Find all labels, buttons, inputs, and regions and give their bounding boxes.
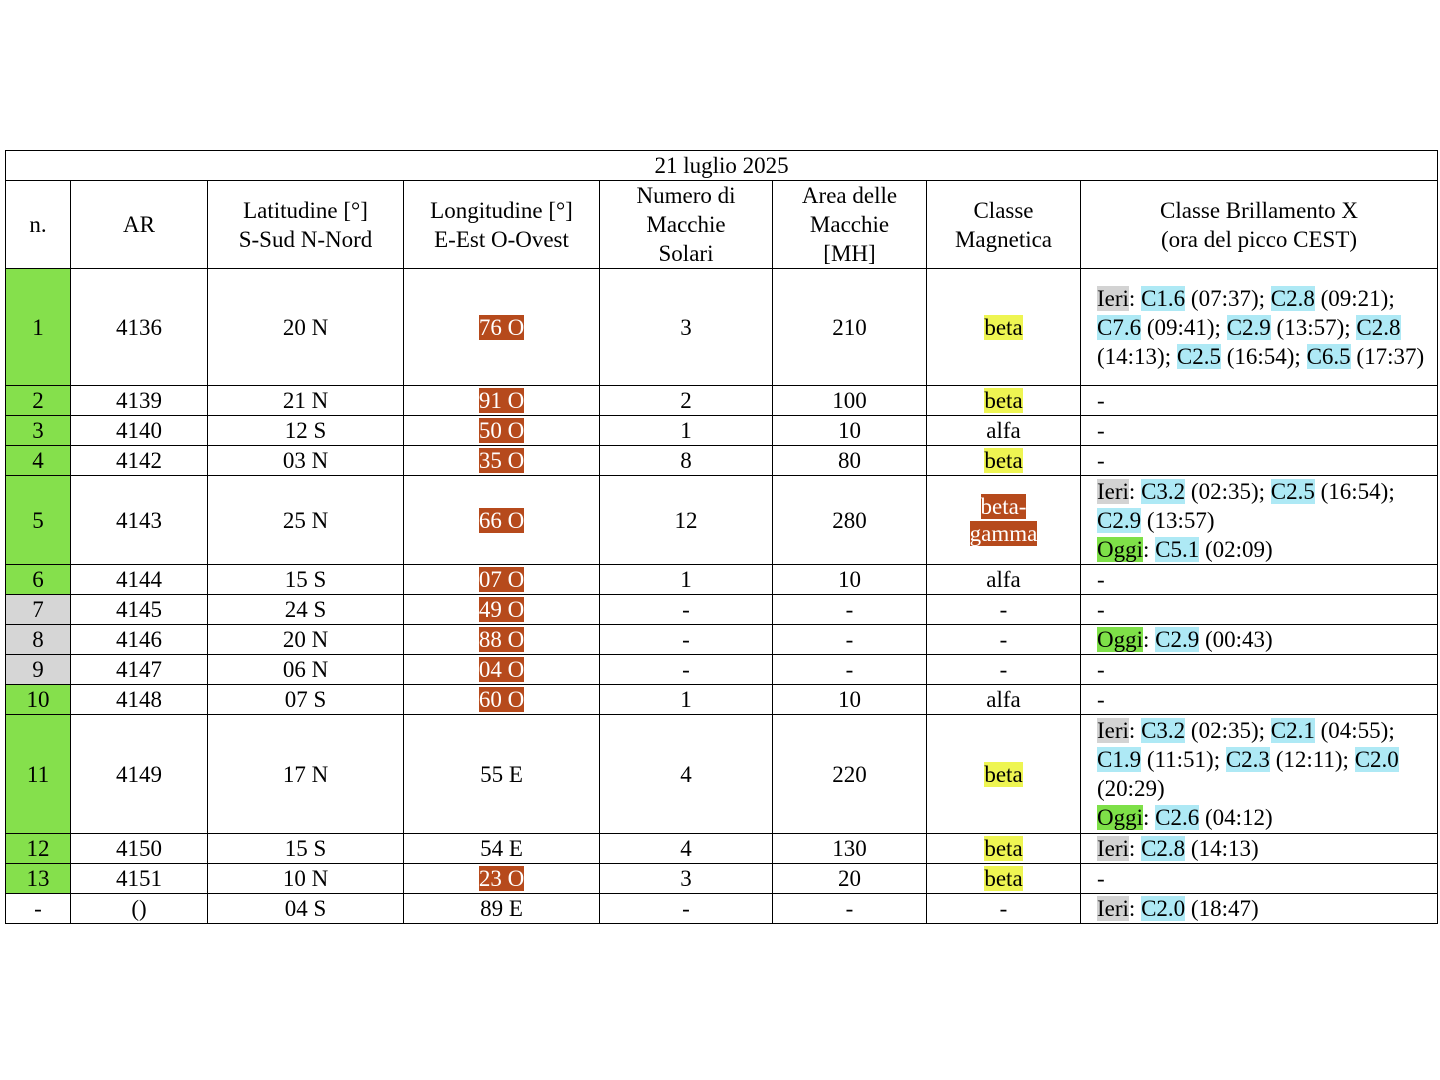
cell-ar: 4143 <box>71 476 208 565</box>
table-row <box>6 894 1438 924</box>
cell-ar: 4144 <box>71 565 208 595</box>
cell-spot-area: 20 <box>773 864 927 894</box>
cell-longitude: 55 E <box>404 715 600 834</box>
cell-spot-area: 10 <box>773 565 927 595</box>
flare-class: C2.1 <box>1270 718 1315 743</box>
flare-class: C2.9 <box>1226 314 1271 340</box>
cell-latitude: 20 N <box>208 269 404 386</box>
cell-flares: Ieri: C1.6 (07:37); C2.8 (09:21); C7.6 (09:41); C2.9 (13:57); C2.8 (14:13); C2.5 (16:54); C6.5 (17:37) <box>1081 269 1438 386</box>
cell-spot-count: 8 <box>600 446 773 476</box>
cell-ar: 4142 <box>71 446 208 476</box>
cell-latitude: 24 S <box>208 595 404 625</box>
cell-spot-area: 130 <box>773 834 927 864</box>
cell-flares: - <box>1081 416 1438 446</box>
table-row <box>6 715 1438 834</box>
cell-longitude <box>404 446 600 476</box>
flare-class: C2.5 <box>1270 478 1315 504</box>
cell-n: 8 <box>6 625 71 655</box>
header-line: [MH] <box>823 241 876 266</box>
cell-magnetic-class <box>927 386 1081 416</box>
header-n <box>6 181 71 269</box>
cell-n: 4 <box>6 446 71 476</box>
yesterday-tag: Ieri <box>1097 836 1129 861</box>
cell-magnetic-class <box>927 269 1081 386</box>
header-line: Longitudine [°] <box>430 197 573 223</box>
cell-ar: 4146 <box>71 625 208 655</box>
cell-spot-count: 3 <box>600 269 773 386</box>
flare-class: C6.5 <box>1306 343 1351 369</box>
cell-flares: Ieri: C2.0 (18:47) <box>1081 894 1438 924</box>
cell-ar: 4148 <box>71 685 208 715</box>
cell-spot-area: 100 <box>773 386 927 416</box>
cell-longitude <box>404 476 600 565</box>
cell-magnetic-class <box>927 446 1081 476</box>
cell-n: 2 <box>6 386 71 416</box>
cell-latitude: 03 N <box>208 446 404 476</box>
longitude-west-badge: 66 O <box>478 507 525 533</box>
cell-spot-area: - <box>773 655 927 685</box>
flare-class: C2.8 <box>1356 314 1401 340</box>
cell-n: 12 <box>6 834 71 864</box>
header-ar <box>71 181 208 269</box>
cell-n: 9 <box>6 655 71 685</box>
magnetic-class-badge: beta <box>984 448 1023 473</box>
longitude-west-badge: 91 O <box>478 388 525 413</box>
cell-ar: 4145 <box>71 595 208 625</box>
cell-spot-area: - <box>773 894 927 924</box>
magnetic-class-part: beta- <box>980 493 1027 519</box>
cell-flares: - <box>1081 386 1438 416</box>
cell-latitude: 07 S <box>208 685 404 715</box>
cell-longitude <box>404 416 600 446</box>
table-row <box>6 269 1438 386</box>
header-row <box>6 181 1438 269</box>
yesterday-tag: Ieri <box>1097 285 1129 311</box>
cell-spot-count: 1 <box>600 565 773 595</box>
header-line: Macchie <box>809 212 890 237</box>
cell-spot-count: 2 <box>600 386 773 416</box>
table-row <box>6 386 1438 416</box>
cell-ar: 4147 <box>71 655 208 685</box>
flare-class: C2.5 <box>1176 343 1221 369</box>
cell-magnetic-class: alfa <box>927 565 1081 595</box>
cell-magnetic-class: alfa <box>927 685 1081 715</box>
cell-longitude: 54 E <box>404 834 600 864</box>
cell-latitude: 15 S <box>208 565 404 595</box>
cell-longitude <box>404 386 600 416</box>
table-row <box>6 416 1438 446</box>
cell-flares: - <box>1081 864 1438 894</box>
header-spot-count <box>600 181 773 269</box>
cell-latitude: 06 N <box>208 655 404 685</box>
magnetic-class-badge <box>970 493 1038 547</box>
magnetic-class-badge: beta <box>984 388 1023 413</box>
flare-class: C2.6 <box>1155 805 1200 830</box>
magnetic-class-badge: beta <box>984 314 1023 340</box>
cell-spot-count: 3 <box>600 864 773 894</box>
table-row <box>6 834 1438 864</box>
header-magnetic-class <box>927 181 1081 269</box>
header-longitude <box>404 181 600 269</box>
today-tag: Oggi <box>1097 536 1143 562</box>
table-title: 21 luglio 2025 <box>6 151 1438 181</box>
cell-magnetic-class <box>927 864 1081 894</box>
table-row <box>6 685 1438 715</box>
header-flare-class <box>1081 181 1438 269</box>
cell-longitude <box>404 864 600 894</box>
flare-class: C1.9 <box>1097 747 1142 772</box>
cell-flares: Ieri: C3.2 (02:35); C2.5 (16:54); C2.9 (13:57) Oggi: C5.1 (02:09) <box>1081 476 1438 565</box>
cell-magnetic-class <box>927 834 1081 864</box>
flare-class: C2.3 <box>1225 747 1270 772</box>
flare-class: C7.6 <box>1097 314 1142 340</box>
sunspot-regions-table <box>5 150 1438 924</box>
cell-flares: - <box>1081 595 1438 625</box>
cell-n: 11 <box>6 715 71 834</box>
cell-n: 7 <box>6 595 71 625</box>
cell-longitude <box>404 685 600 715</box>
table-row <box>6 655 1438 685</box>
cell-flares: Oggi: C2.9 (00:43) <box>1081 625 1438 655</box>
cell-spot-area: 280 <box>773 476 927 565</box>
header-line: Magnetica <box>954 226 1053 252</box>
magnetic-class-badge: beta <box>984 866 1023 891</box>
header-line: S-Sud N-Nord <box>238 226 373 252</box>
cell-latitude: 15 S <box>208 834 404 864</box>
magnetic-class-part: gamma <box>969 520 1038 546</box>
header-line: n. <box>29 212 47 237</box>
cell-magnetic-class <box>927 476 1081 565</box>
cell-spot-count: - <box>600 625 773 655</box>
cell-flares: - <box>1081 446 1438 476</box>
title-row <box>6 151 1438 181</box>
table-row <box>6 446 1438 476</box>
flare-class: C2.8 <box>1141 836 1186 861</box>
cell-longitude <box>404 269 600 386</box>
header-line: AR <box>123 212 155 237</box>
cell-n: 6 <box>6 565 71 595</box>
magnetic-class-badge: beta <box>984 761 1023 787</box>
cell-spot-count: - <box>600 894 773 924</box>
cell-ar: () <box>71 894 208 924</box>
cell-longitude: 89 E <box>404 894 600 924</box>
cell-longitude <box>404 625 600 655</box>
cell-spot-area: 210 <box>773 269 927 386</box>
yesterday-tag: Ieri <box>1097 896 1129 921</box>
longitude-west-badge: 76 O <box>478 314 525 340</box>
header-line: (ora del picco CEST) <box>1160 226 1358 252</box>
header-line: Area delle <box>801 183 898 208</box>
header-line: Macchie <box>646 212 726 237</box>
cell-spot-count: - <box>600 655 773 685</box>
header-line: Classe <box>973 197 1034 223</box>
cell-latitude: 12 S <box>208 416 404 446</box>
longitude-west-badge: 07 O <box>478 567 525 592</box>
cell-spot-area: 220 <box>773 715 927 834</box>
cell-spot-count: 4 <box>600 715 773 834</box>
yesterday-tag: Ieri <box>1097 718 1129 743</box>
table-row <box>6 595 1438 625</box>
cell-flares: - <box>1081 655 1438 685</box>
table-row <box>6 565 1438 595</box>
cell-spot-area: - <box>773 595 927 625</box>
cell-flares: Ieri: C2.8 (14:13) <box>1081 834 1438 864</box>
cell-ar: 4139 <box>71 386 208 416</box>
table-row <box>6 476 1438 565</box>
longitude-west-badge: 35 O <box>478 448 525 473</box>
longitude-west-badge: 50 O <box>478 418 525 443</box>
header-line: Numero di <box>636 183 736 208</box>
cell-n: 1 <box>6 269 71 386</box>
longitude-west-badge: 04 O <box>478 657 525 682</box>
table-body <box>6 269 1438 924</box>
cell-flares: Ieri: C3.2 (02:35); C2.1 (04:55); C1.9 (11:51); C2.3 (12:11); C2.0 (20:29) Oggi: C2.6 (04:12) <box>1081 715 1438 834</box>
cell-spot-area: 10 <box>773 416 927 446</box>
cell-magnetic-class: - <box>927 894 1081 924</box>
cell-n: - <box>6 894 71 924</box>
flare-class: C1.6 <box>1141 285 1186 311</box>
cell-longitude <box>404 565 600 595</box>
header-latitude <box>208 181 404 269</box>
yesterday-tag: Ieri <box>1097 478 1129 504</box>
cell-n: 13 <box>6 864 71 894</box>
cell-ar: 4151 <box>71 864 208 894</box>
cell-latitude: 17 N <box>208 715 404 834</box>
magnetic-class-badge: beta <box>984 836 1023 861</box>
flare-class: C2.0 <box>1141 896 1186 921</box>
header-line: Solari <box>658 241 714 266</box>
cell-flares: - <box>1081 685 1438 715</box>
cell-latitude: 21 N <box>208 386 404 416</box>
cell-spot-count: 4 <box>600 834 773 864</box>
cell-longitude <box>404 595 600 625</box>
cell-longitude <box>404 655 600 685</box>
today-tag: Oggi <box>1097 805 1143 830</box>
flare-class: C3.2 <box>1141 718 1186 743</box>
header-spot-area <box>773 181 927 269</box>
cell-flares: - <box>1081 565 1438 595</box>
cell-spot-count: 12 <box>600 476 773 565</box>
cell-latitude: 25 N <box>208 476 404 565</box>
flare-class: C3.2 <box>1141 478 1186 504</box>
table-row <box>6 864 1438 894</box>
cell-spot-count: - <box>600 595 773 625</box>
cell-spot-area: 10 <box>773 685 927 715</box>
cell-latitude: 20 N <box>208 625 404 655</box>
cell-n: 3 <box>6 416 71 446</box>
header-line: E-Est O-Ovest <box>434 226 569 252</box>
cell-spot-count: 1 <box>600 685 773 715</box>
longitude-west-badge: 23 O <box>478 866 525 891</box>
cell-latitude: 10 N <box>208 864 404 894</box>
header-line: Classe Brillamento X <box>1160 197 1359 223</box>
cell-n: 5 <box>6 476 71 565</box>
flare-class: C2.8 <box>1270 285 1315 311</box>
cell-spot-area: 80 <box>773 446 927 476</box>
cell-magnetic-class: alfa <box>927 416 1081 446</box>
cell-ar: 4136 <box>71 269 208 386</box>
flare-class: C5.1 <box>1155 536 1200 562</box>
longitude-west-badge: 88 O <box>478 627 525 652</box>
cell-spot-count: 1 <box>600 416 773 446</box>
table-row <box>6 625 1438 655</box>
cell-magnetic-class <box>927 715 1081 834</box>
longitude-west-badge: 49 O <box>478 597 525 622</box>
cell-ar: 4140 <box>71 416 208 446</box>
flare-class: C2.0 <box>1354 747 1399 772</box>
cell-ar: 4150 <box>71 834 208 864</box>
longitude-west-badge: 60 O <box>478 687 525 712</box>
flare-class: C2.9 <box>1097 507 1142 533</box>
flare-class: C2.9 <box>1155 627 1200 652</box>
cell-ar: 4149 <box>71 715 208 834</box>
cell-magnetic-class: - <box>927 595 1081 625</box>
header-line: Latitudine [°] <box>243 197 368 223</box>
cell-n: 10 <box>6 685 71 715</box>
today-tag: Oggi <box>1097 627 1143 652</box>
cell-magnetic-class: - <box>927 625 1081 655</box>
cell-spot-area: - <box>773 625 927 655</box>
cell-magnetic-class: - <box>927 655 1081 685</box>
cell-latitude: 04 S <box>208 894 404 924</box>
